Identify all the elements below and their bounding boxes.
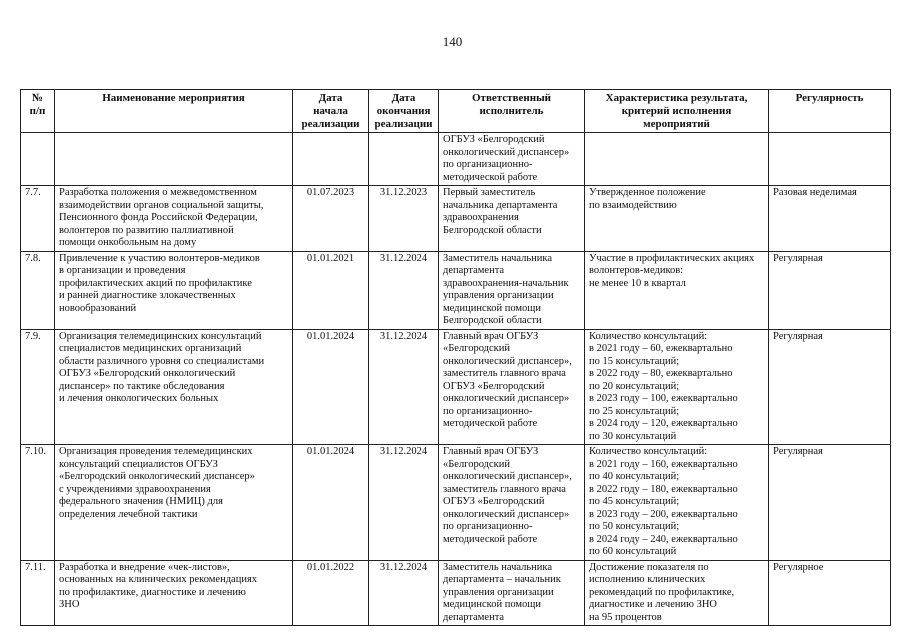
row-responsible: ОГБУЗ «Белгородский онкологический диспансер» по организационно- методической работе — [439, 133, 585, 186]
row-start-date: 01.07.2023 — [293, 186, 369, 252]
row-start-date: 01.01.2021 — [293, 251, 369, 329]
row-name: Организация проведения телемедицинских консультаций специалистов ОГБУЗ «Белгородский онкологический диспансер» с учреждениями здравоохранения федерального значения (НМИЦ) для определения лечебной тактики — [55, 445, 293, 561]
row-start-date: 01.01.2024 — [293, 445, 369, 561]
row-regularity: Регулярная — [769, 445, 891, 561]
header-responsible: Ответственный исполнитель — [439, 90, 585, 133]
header-name: Наименование мероприятия — [55, 90, 293, 133]
row-name — [55, 133, 293, 186]
table-header-row — [21, 90, 891, 133]
row-num: 7.7. — [21, 186, 55, 252]
row-responsible: Заместитель начальника департамента – начальник управления организации медицинской помощи департамента — [439, 560, 585, 626]
row-start-date — [293, 133, 369, 186]
row-result — [585, 133, 769, 186]
row-name: Разработка положения о межведомственном взаимодействии органов социальной защиты, Пенсионного фонда Российской Федерации, волонтеров по развитию паллиативной помощи онкобольным на дому — [55, 186, 293, 252]
row-end-date: 31.12.2024 — [369, 329, 439, 445]
row-result: Количество консультаций: в 2021 году – 60, ежеквартально по 15 консультаций; в 2022 году – 80, ежеквартально по 20 консультаций; в 2023 году – 100, ежеквартально по 25 консультаций; в 2024 году – 120, ежеквартально по 30 консультаций — [585, 329, 769, 445]
row-regularity: Регулярная — [769, 329, 891, 445]
row-result: Достижение показателя по исполнению клинических рекомендаций по профилактике, диагностике и лечению ЗНО на 95 процентов — [585, 560, 769, 626]
row-responsible: Первый заместитель начальника департамента здравоохранения Белгородской области — [439, 186, 585, 252]
row-name: Привлечение к участию волонтеров-медиков в организации и проведения профилактических акций по профилактике и ранней диагностике злокачественных новообразований — [55, 251, 293, 329]
row-responsible: Главный врач ОГБУЗ «Белгородский онкологический диспансер», заместитель главного врача ОГБУЗ «Белгородский онкологический диспансер» по организационно- методической работе — [439, 445, 585, 561]
row-result: Утвержденное положение по взаимодействию — [585, 186, 769, 252]
activities-table — [20, 89, 891, 626]
header-result: Характеристика результата, критерий исполнения мероприятий — [585, 90, 769, 133]
table-row — [21, 445, 891, 561]
row-end-date — [369, 133, 439, 186]
table-row — [21, 329, 891, 445]
header-regularity: Регулярность — [769, 90, 891, 133]
page-number: 140 — [442, 34, 463, 49]
row-num — [21, 133, 55, 186]
row-regularity — [769, 133, 891, 186]
row-end-date: 31.12.2023 — [369, 186, 439, 252]
row-result: Количество консультаций: в 2021 году – 160, ежеквартально по 40 консультаций; в 2022 году – 180, ежеквартально по 45 консультаций; в 2023 году – 200, ежеквартально по 50 консультаций; в 2024 году – 240, ежеквартально по 60 консультаций — [585, 445, 769, 561]
table-row — [21, 560, 891, 626]
table-row — [21, 186, 891, 252]
row-start-date: 01.01.2022 — [293, 560, 369, 626]
row-regularity: Регулярное — [769, 560, 891, 626]
row-responsible: Главный врач ОГБУЗ «Белгородский онкологический диспансер», заместитель главного врача ОГБУЗ «Белгородский онкологический диспансер» по организационно- методической работе — [439, 329, 585, 445]
row-end-date: 31.12.2024 — [369, 560, 439, 626]
table-row — [21, 251, 891, 329]
row-end-date: 31.12.2024 — [369, 251, 439, 329]
row-num: 7.10. — [21, 445, 55, 561]
row-responsible: Заместитель начальника департамента здравоохранения-начальник управления организации медицинской помощи Белгородской области — [439, 251, 585, 329]
row-result: Участие в профилактических акциях волонтеров-медиков: не менее 10 в квартал — [585, 251, 769, 329]
header-end-date: Дата окончания реализации — [369, 90, 439, 133]
row-regularity: Регулярная — [769, 251, 891, 329]
row-num: 7.11. — [21, 560, 55, 626]
row-name: Организация телемедицинских консультаций специалистов медицинских организаций области различного уровня со специалистами ОГБУЗ «Белгородский онкологический диспансер» по тактике обследования и лечения онкологических больных — [55, 329, 293, 445]
header-start-date: Дата начала реализации — [293, 90, 369, 133]
header-num: № п/п — [21, 90, 55, 133]
row-name: Разработка и внедрение «чек-листов», основанных на клинических рекомендациях по профилактике, диагностике и лечению ЗНО — [55, 560, 293, 626]
row-end-date: 31.12.2024 — [369, 445, 439, 561]
table-row — [21, 133, 891, 186]
row-num: 7.8. — [21, 251, 55, 329]
row-regularity: Разовая неделимая — [769, 186, 891, 252]
row-start-date: 01.01.2024 — [293, 329, 369, 445]
row-num: 7.9. — [21, 329, 55, 445]
